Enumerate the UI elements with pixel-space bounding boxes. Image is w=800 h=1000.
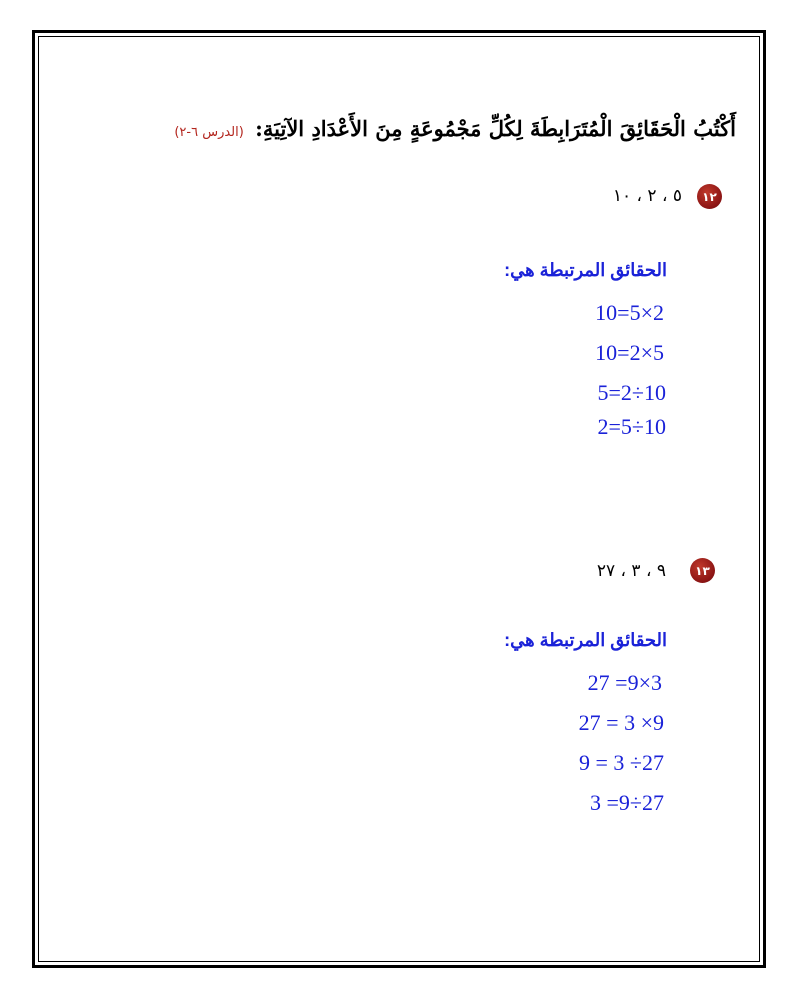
related-fact: 10=5×2: [595, 300, 664, 325]
heading-text: أَكْتُبُ الْحَقَائِقَ الْمُتَرَابِطَةَ لِكُلِّ مَجْمُوعَةٍ مِنَ الأَعْدَادِ الآتِيَةِ:: [255, 116, 736, 141]
related-fact: 10=2×5: [595, 340, 664, 365]
related-facts-title: الحقائق المرتبطة هي:: [504, 630, 667, 650]
related-fact: 5=2÷10: [597, 380, 666, 405]
exercise-heading: [174, 116, 736, 141]
problem-numbers: ٥ ، ٢ ، ١٠: [612, 186, 682, 206]
problem-number-badge: ١٢: [697, 184, 722, 209]
problem-number-badge: ١٣: [690, 558, 715, 583]
lesson-reference: (الدرس ٦-٢): [174, 125, 244, 140]
related-fact: 9 = 3 ÷27: [579, 750, 664, 775]
related-fact: 27 = 3 ×9: [578, 710, 664, 735]
related-fact: 2=5÷10: [597, 414, 666, 439]
problem-numbers: ٩ ، ٣ ، ٢٧: [596, 561, 666, 581]
related-fact: 27 =9×3: [587, 670, 662, 695]
related-facts-title: الحقائق المرتبطة هي:: [504, 260, 667, 280]
related-fact: 3 =9÷27: [590, 790, 664, 815]
page-border-inner: [38, 36, 760, 962]
